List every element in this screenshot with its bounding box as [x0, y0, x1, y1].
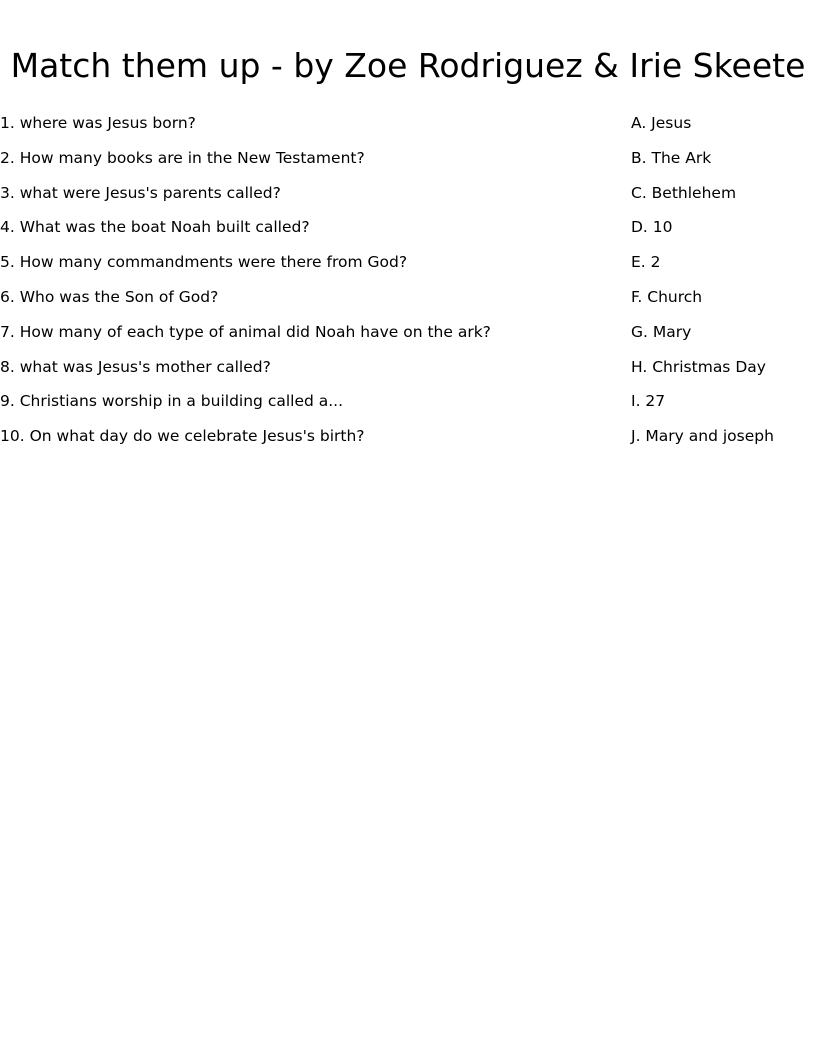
- question-6: 6. Who was the Son of God?: [0, 287, 219, 306]
- question-5: 5. How many commandments were there from God?: [0, 253, 408, 272]
- question-7: 7. How many of each type of animal did Noah have on the ark?: [0, 322, 491, 341]
- question-2: 2. How many books are in the New Testament?: [0, 148, 365, 167]
- answer-b: B. The Ark: [631, 148, 712, 167]
- page-title: Match them up - by Zoe Rodriguez & Irie Skeete: [10, 46, 806, 85]
- answers-column: [631, 112, 816, 460]
- question-3: 3. what were Jesus's parents called?: [0, 183, 281, 202]
- answer-d: D. 10: [631, 218, 673, 237]
- answer-c: C. Bethlehem: [631, 183, 737, 202]
- question-10: 10. On what day do we celebrate Jesus's birth?: [0, 427, 365, 446]
- questions-column: [0, 112, 600, 460]
- question-4: 4. What was the boat Noah built called?: [0, 218, 310, 237]
- answer-i: I. 27: [631, 392, 666, 411]
- answer-h: H. Christmas Day: [631, 357, 766, 376]
- question-1: 1. where was Jesus born?: [0, 114, 196, 132]
- question-8: 8. what was Jesus's mother called?: [0, 357, 271, 376]
- answer-e: E. 2: [631, 253, 661, 272]
- answer-j: J. Mary and joseph: [631, 427, 774, 446]
- question-9: 9. Christians worship in a building called a...: [0, 392, 344, 411]
- answer-f: F. Church: [631, 287, 703, 306]
- answer-g: G. Mary: [631, 322, 692, 341]
- answer-a: A. Jesus: [631, 114, 692, 132]
